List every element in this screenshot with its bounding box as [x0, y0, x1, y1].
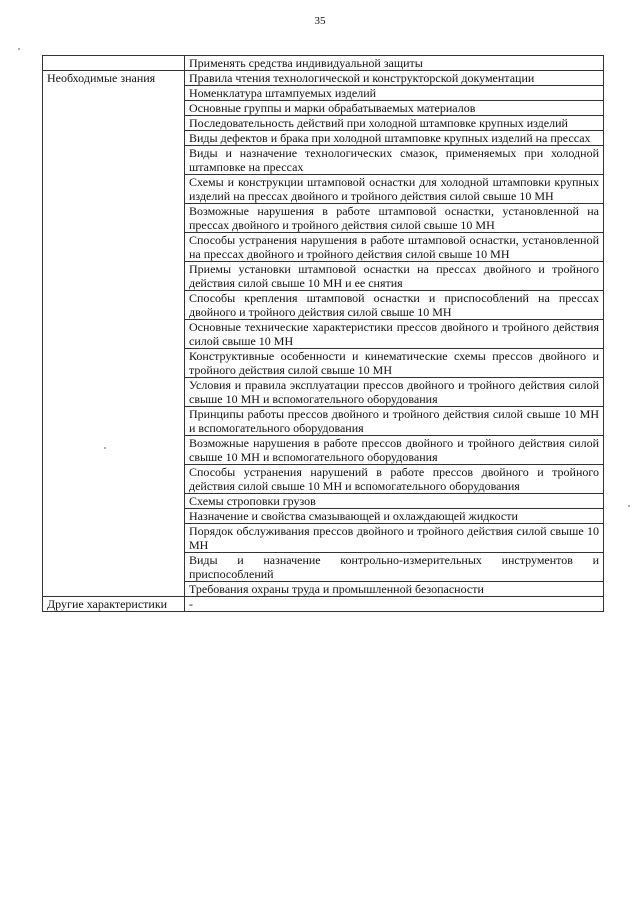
table-row — [43, 71, 604, 86]
row-label-cell — [43, 56, 185, 71]
requirement-item: Условия и правила эксплуатации прессов двойного и тройного действия силой свыше 10 МН и вспомогательного оборудования — [185, 378, 604, 407]
requirement-item: Применять средства индивидуальной защиты — [185, 56, 604, 71]
requirement-item: Требования охраны труда и промышленной безопасности — [185, 582, 604, 597]
requirement-item: Возможные нарушения в работе прессов двойного и тройного действия силой свыше 10 МН и вспомогательного оборудования — [185, 436, 604, 465]
requirement-item: Порядок обслуживания прессов двойного и тройного действия силой свыше 10 МН — [185, 524, 604, 553]
requirement-item: Возможные нарушения в работе штамповой оснастки, установленной на прессах двойного и тройного действия силой свыше 10 МН — [185, 204, 604, 233]
requirement-item: Способы устранения нарушения в работе штамповой оснастки, установленной на прессах двойного и тройного действия силой свыше 10 МН — [185, 233, 604, 262]
scan-speck — [628, 505, 630, 507]
requirement-item: Основные технические характеристики прессов двойного и тройного действия силой свыше 10 МН — [185, 320, 604, 349]
requirement-item: Виды и назначение контрольно-измерительных инструментов и приспособлений — [185, 553, 604, 582]
requirement-item: Схемы и конструкции штамповой оснастки для холодной штамповки крупных изделий на прессах двойного и тройного действия силой свыше 10 МН — [185, 175, 604, 204]
requirement-item: Способы устранения нарушений в работе прессов двойного и тройного действия силой свыше 10 МН и вспомогательного оборудования — [185, 465, 604, 494]
requirement-item: Правила чтения технологической и конструкторской документации — [185, 71, 604, 86]
row-label-cell: Другие характеристики — [43, 597, 185, 612]
page-number: 35 — [314, 15, 326, 27]
table-body — [43, 56, 604, 612]
requirement-item: Назначение и свойства смазывающей и охлаждающей жидкости — [185, 509, 604, 524]
row-label-cell: Необходимые знания — [43, 71, 185, 597]
requirements-table — [42, 55, 604, 612]
requirement-item: Приемы установки штамповой оснастки на прессах двойного и тройного действия силой свыше 10 МН и ее снятия — [185, 262, 604, 291]
requirement-item: Схемы строповки грузов — [185, 494, 604, 509]
requirement-item: Виды дефектов и брака при холодной штамповке крупных изделий на прессах — [185, 131, 604, 146]
requirement-item: - — [185, 597, 604, 612]
requirement-item: Конструктивные особенности и кинематические схемы прессов двойного и тройного действия силой свыше 10 МН — [185, 349, 604, 378]
requirement-item: Виды и назначение технологических смазок, применяемых при холодной штамповке на прессах — [185, 146, 604, 175]
table-row — [43, 56, 604, 71]
requirement-item: Последовательность действий при холодной штамповке крупных изделий — [185, 116, 604, 131]
requirement-item: Способы крепления штамповой оснастки и приспособлений на прессах двойного и тройного действия силой свыше 10 МН — [185, 291, 604, 320]
table-row — [43, 597, 604, 612]
requirement-item: Принципы работы прессов двойного и тройного действия силой свыше 10 МН и вспомогательного оборудования — [185, 407, 604, 436]
requirement-item: Основные группы и марки обрабатываемых материалов — [185, 101, 604, 116]
scan-speck — [18, 48, 20, 50]
requirement-item: Номенклатура штампуемых изделий — [185, 86, 604, 101]
